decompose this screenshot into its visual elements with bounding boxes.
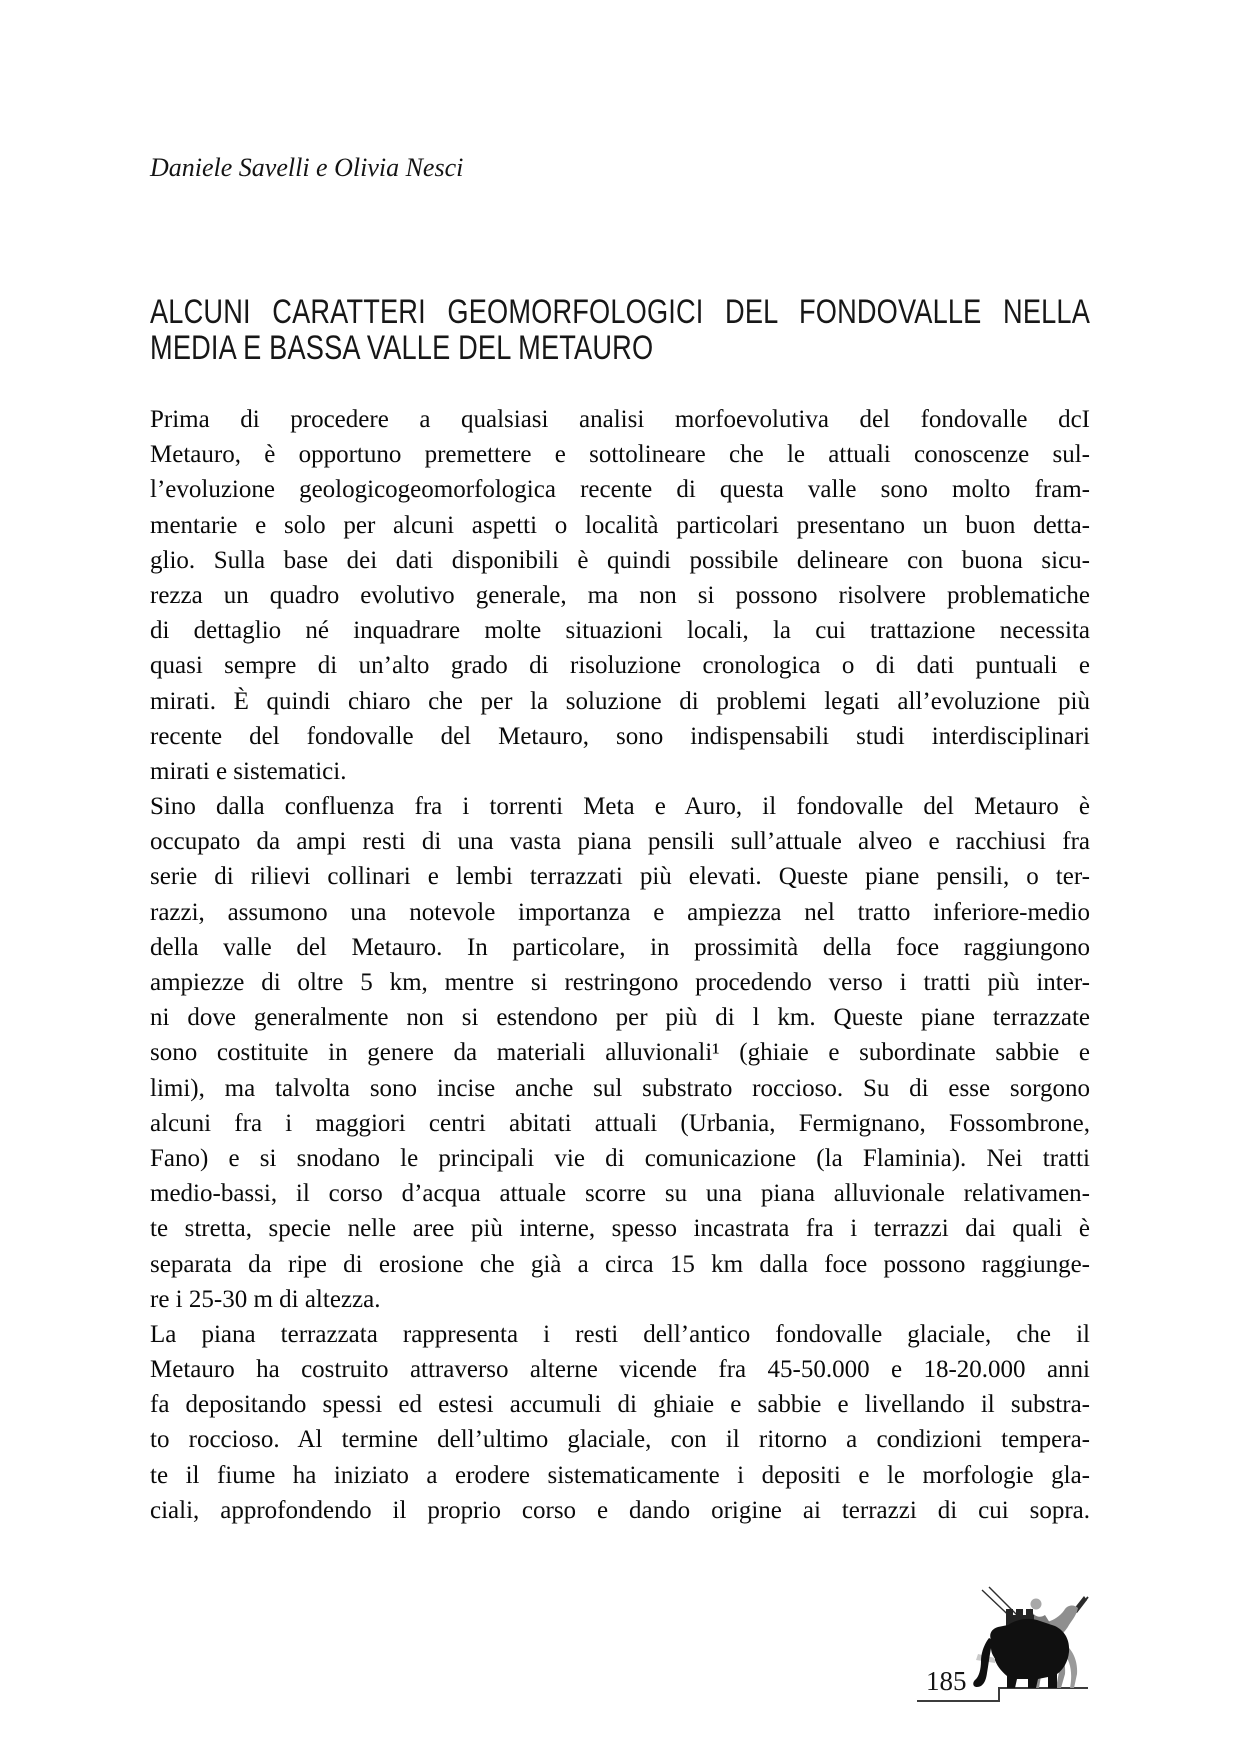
text-line: Sino dalla confluenza fra i torrenti Meta e Auro, il fondovalle del Metauro è <box>150 793 1090 821</box>
footer-step-rule-lower <box>917 1700 1000 1702</box>
text-line: Fano) e si snodano le principali vie di comunicazione (la Flaminia). Nei tratti <box>150 1144 1090 1172</box>
text-line: glio. Sulla base dei dati disponibili è quindi possibile delineare con buona sicu- <box>150 546 1090 574</box>
text-line: La piana terrazzata rappresenta i resti dell’antico fondovalle glaciale, che il <box>150 1320 1090 1348</box>
text-line: ni dove generalmente non si estendono per più di l km. Queste piane terrazzate <box>150 1004 1090 1032</box>
article-title-line-1: ALCUNI CARATTERI GEOMORFOLOGICI DEL FONDOVALLE NELLA <box>150 293 1090 331</box>
text-line: te stretta, specie nelle aree più interne, spesso incastrata fra i terrazzi dai quali è <box>150 1215 1090 1243</box>
text-line: serie di rilievi collinari e lembi terrazzati più elevati. Queste piane pensili, o ter- <box>150 863 1090 891</box>
text-line: Metauro ha costruito attraverso alterne vicende fra 45-50.000 e 18-20.000 anni <box>150 1356 1090 1384</box>
text-line: rezza un quadro evolutivo generale, ma non si possono risolvere problematiche <box>150 581 1090 609</box>
text-line: mentarie e solo per alcuni aspetti o località particolari presentano un buon detta- <box>150 511 1090 539</box>
text-line: Metauro, è opportuno premettere e sottolineare che le attuali conoscenze sul- <box>150 441 1090 469</box>
paragraph <box>150 1317 1090 1528</box>
text-line: recente del fondovalle del Metauro, sono indispensabili studi interdisciplinari <box>150 722 1090 750</box>
text-line: razzi, assumono una notevole importanza e ampiezza nel tratto inferiore-medio <box>150 898 1090 926</box>
text-line: Prima di procedere a qualsiasi analisi morfoevolutiva del fondovalle dcI <box>150 406 1090 433</box>
text-line: sono costituite in genere da materiali alluvionali¹ (ghiaie e subordinate sabbie e <box>150 1039 1090 1067</box>
text-line: di dettaglio né inquadrare molte situazioni locali, la cui trattazione necessita <box>150 617 1090 645</box>
text-line: della valle del Metauro. In particolare, in prossimità della foce raggiungono <box>150 933 1090 961</box>
text-line: fa depositando spessi ed estesi accumuli di ghiaie e sabbie e livellando il substra- <box>150 1391 1090 1419</box>
war-elephant-emblem-icon <box>962 1584 1094 1691</box>
text-line: re i 25-30 m di altezza. <box>150 1285 381 1313</box>
page-number: 185 <box>926 1666 967 1696</box>
text-line: ampiezze di oltre 5 km, mentre si restringono procedendo verso i tratti più inter- <box>150 969 1090 996</box>
paragraph <box>150 402 1090 789</box>
article-title-line-2: MEDIA E BASSA VALLE DEL METAURO <box>150 329 654 367</box>
text-line: separata da ripe di erosione che già a circa 15 km dalla foce possono raggiunge- <box>150 1250 1090 1278</box>
text-line: l’evoluzione geologicogeomorfologica recente di questa valle sono molto fram- <box>150 476 1090 504</box>
text-line: medio-bassi, il corso d’acqua attuale scorre su una piana alluvionale relativamen- <box>150 1180 1090 1208</box>
text-line: occupato da ampi resti di una vasta piana pensili sull’attuale alveo e racchiusi fra <box>150 828 1090 856</box>
text-line: ciali, approfondendo il proprio corso e dando origine ai terrazzi di cui sopra. <box>150 1496 1090 1524</box>
text-line: alcuni fra i maggiori centri abitati attuali (Urbania, Fermignano, Fossombrone, <box>150 1109 1090 1137</box>
text-line: te il fiume ha iniziato a erodere sistematicamente i depositi e le morfologie gla- <box>150 1461 1090 1489</box>
text-line: limi), ma talvolta sono incise anche sul substrato roccioso. Su di esse sorgono <box>150 1074 1090 1102</box>
text-line: to roccioso. Al termine dell’ultimo glaciale, con il ritorno a condizioni tempera- <box>150 1426 1090 1454</box>
author-line: Daniele Savelli e Olivia Nesci <box>150 153 464 182</box>
text-line: quasi sempre di un’alto grado di risoluzione cronologica o di dati puntuali e <box>150 652 1090 680</box>
text-line: mirati e sistematici. <box>150 757 347 785</box>
article-title <box>150 294 1090 366</box>
text-line: mirati. È quindi chiaro che per la soluzione di problemi legati all’evoluzione più <box>150 687 1090 715</box>
body-text <box>150 402 1090 1528</box>
paragraph <box>150 789 1090 1317</box>
